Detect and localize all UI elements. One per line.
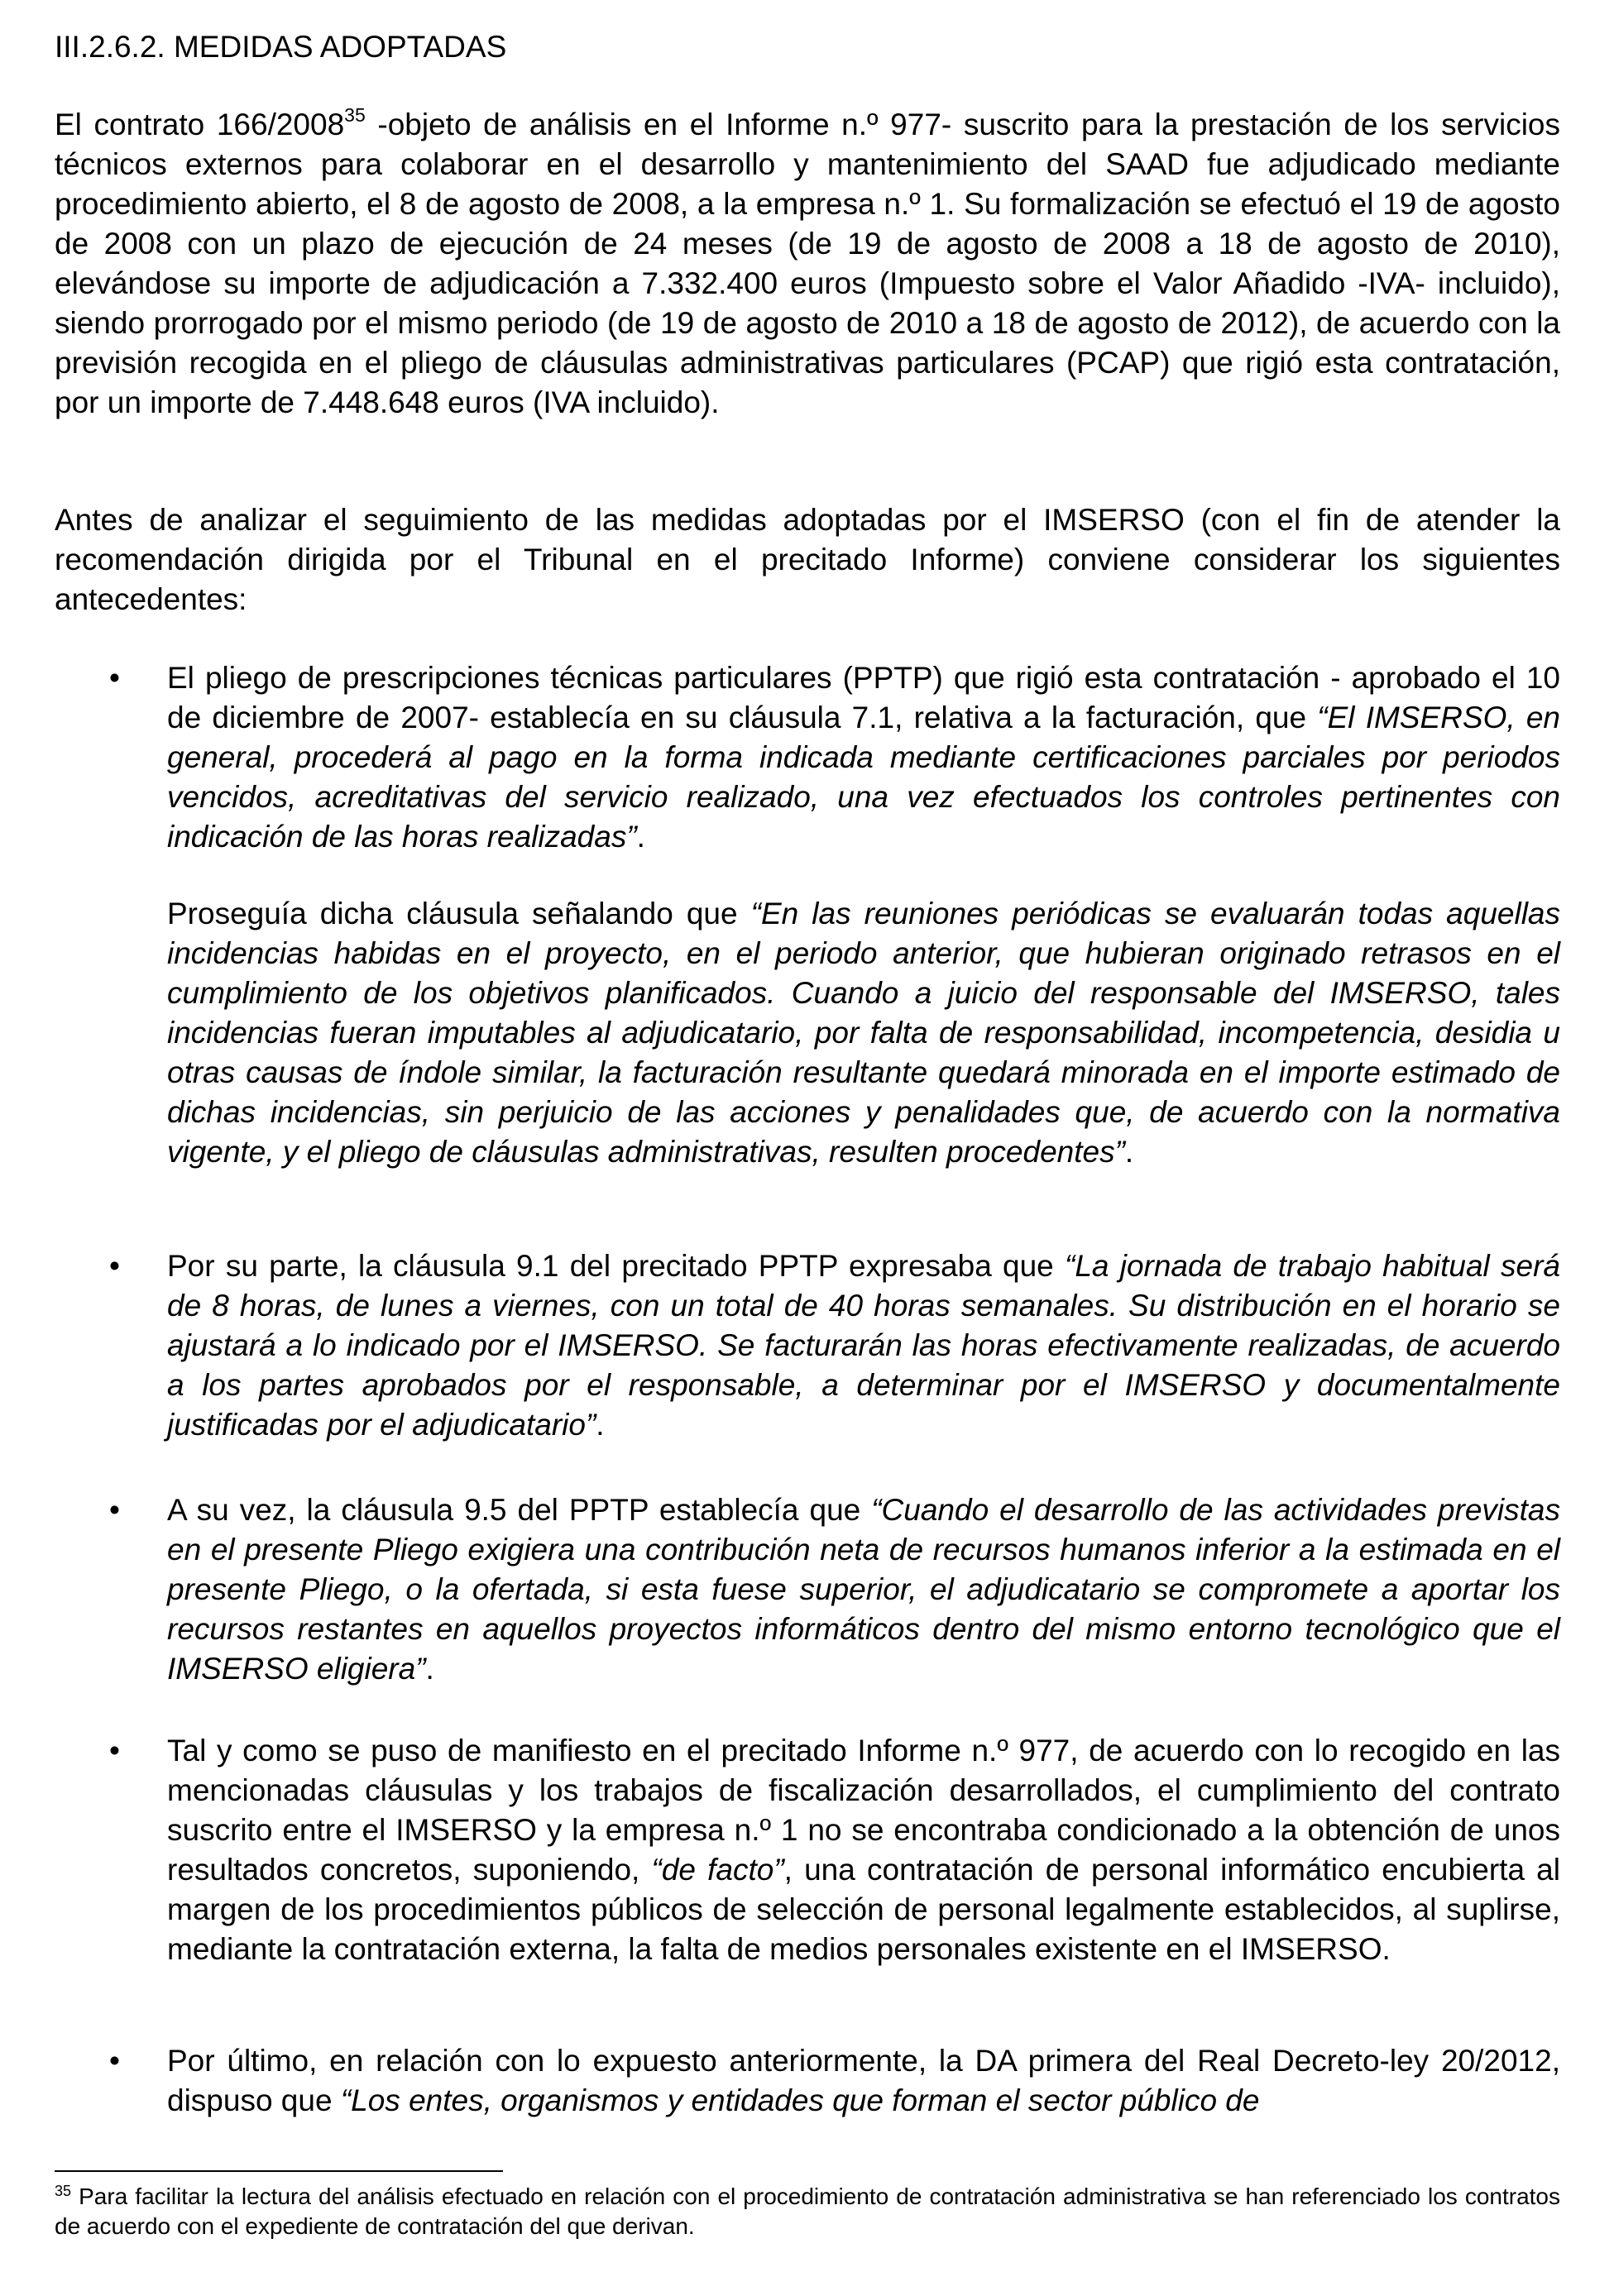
footnote-number: 35 [55, 2183, 72, 2199]
bullet-icon: • [109, 2044, 120, 2078]
cont-end-text: . [1124, 1135, 1134, 1169]
bullet-quote: “El IMSERSO, en general, procederá al pago en la forma indicada mediante certificaciones parciales por periodos vencidos, acreditativas del servicio realizado, una vez efectuados los controles pertinentes con indicación de las horas realizadas” [167, 701, 1560, 854]
paragraph-antecedentes: Antes de analizar el seguimiento de las medidas adoptadas por el IMSERSO (con el fin de atender la recomendación dirigida por el Tribunal en el precitado Informe) conviene considerar los siguientes antecedentes: [55, 503, 1560, 616]
footnote-separator [55, 2170, 503, 2172]
bullet-normal-text: El pliego de prescripciones técnicas particulares (PPTP) que rigió esta contratación - aprobado el 10 de diciembre de 2007- establecía en su cláusula 7.1, relativa a la facturación, que [167, 661, 1560, 734]
bullet-text [167, 2041, 1560, 2121]
bullet-icon: • [109, 1249, 120, 1283]
footnote [55, 2182, 1560, 2241]
bullet-text [167, 1246, 1560, 1445]
bullet-normal-text: Por último, en relación con lo expuesto anteriormente, la DA primera del Real Decreto-ley 20/2012, dispuso que [167, 2044, 1560, 2117]
bullet-end-text: . [425, 1652, 434, 1686]
bullet-text [167, 1731, 1560, 1969]
bullet-quote: “La jornada de trabajo habitual será de 8 horas, de lunes a viernes, con un total de 40 horas semanales. Su distribución en el horario se ajustará a lo indicado por el IMSERSO. Se facturarán las horas efectivamente realizadas, de acuerdo a los partes aprobados por el responsable, a determinar por el IMSERSO y documentalmente justificadas por el adjudicatario” [167, 1249, 1560, 1442]
cont-quote: “En las reuniones periódicas se evaluarán todas aquellas incidencias habidas en el proyecto, en el periodo anterior, que hubieran originado retrasos en el cumplimiento de los objetivos planificados. Cuando a juicio del responsable del IMSERSO, tales incidencias fueran imputables al adjudicatario, por falta de responsabilidad, incompetencia, desidia u otras causas de índole similar, la facturación resultante quedará minorada en el importe estimado de dichas incidencias, sin perjuicio de las acciones y penalidades que, de acuerdo con la normativa vigente, y el pliego de cláusulas administrativas, resulten procedentes” [167, 897, 1560, 1169]
p1-text-b: -objeto de análisis en el Informe n.º 977- suscrito para la prestación de los servicios técnicos externos para colaborar en el desarrollo y mantenimiento del SAAD fue adjudicado mediante procedimiento abierto, el 8 de agosto de 2008, a la empresa n.º 1. Su formalización se efectuó el 19 de agosto de 2008 con un plazo de ejecución de 24 meses (de 19 de agosto de 2008 a 18 de agosto de 2010), elevándose su importe de adjudicación a 7.332.400 euros (Impuesto sobre el Valor Añadido -IVA- incluido), siendo prorrogado por el mismo periodo (de 19 de agosto de 2010 a 18 de agosto de 2012), de acuerdo con la previsión recogida en el pliego de cláusulas administrativas particulares (PCAP) que rigió esta contratación, por un importe de 7.448.648 euros (IVA incluido). [55, 108, 1560, 419]
footnote-ref: 35 [344, 104, 366, 126]
bullet-text-b: , una contratación de personal informático encubierta al margen de los procedimientos públicos de selección de personal legalmente establecidos, al suplirse, mediante la contratación externa, la falta de medios personales existente en el IMSERSO. [167, 1853, 1560, 1966]
bullet-icon: • [109, 1734, 120, 1767]
bullet-quote: “de facto” [651, 1853, 784, 1887]
bullet-normal-text: A su vez, la cláusula 9.5 del PPTP establecía que [167, 1493, 872, 1527]
bullet-quote: “Los entes, organismos y entidades que forman el sector público de [340, 2083, 1260, 2117]
bullet-end-text: . [636, 820, 645, 854]
bullet-icon: • [109, 661, 120, 695]
section-heading: III.2.6.2. MEDIDAS ADOPTADAS [55, 30, 507, 64]
bullet-text-a: Tal y como se puso de manifiesto en el precitado Informe n.º 977, de acuerdo con lo recogido en las mencionadas cláusulas y los trabajos de fiscalización desarrollados, el cumplimiento del contrato suscrito entre el IMSERSO y la empresa n.º 1 no se encontraba condicionado a la obtención de unos resultados concretos, suponiendo, [167, 1734, 1560, 1887]
paragraph-contract [55, 105, 1560, 423]
cont-normal-text: Proseguía dicha cláusula señalando que [167, 897, 751, 930]
bullet-icon: • [109, 1493, 120, 1527]
bullet-text [167, 1490, 1560, 1689]
bullet-quote: “Cuando el desarrollo de las actividades previstas en el presente Pliego exigiera una contribución neta de recursos humanos inferior a la estimada en el presente Pliego, o la ofertada, si esta fuese superior, el adjudicatario se compromete a aportar los recursos restantes en aquellos proyectos informáticos dentro del mismo entorno tecnológico que el IMSERSO eligiera” [167, 1493, 1560, 1686]
bullet-text [167, 658, 1560, 857]
footnote-text: Para facilitar la lectura del análisis efectuado en relación con el procedimiento de contratación administrativa se han referenciado los contratos de acuerdo con el expediente de contratación del que derivan. [55, 2184, 1560, 2239]
p1-text-a: El contrato 166/2008 [55, 108, 345, 141]
bullet-normal-text: Por su parte, la cláusula 9.1 del precitado PPTP expresaba que [167, 1249, 1065, 1283]
bullet-end-text: . [596, 1408, 605, 1442]
paragraph-continuation [167, 894, 1560, 1172]
